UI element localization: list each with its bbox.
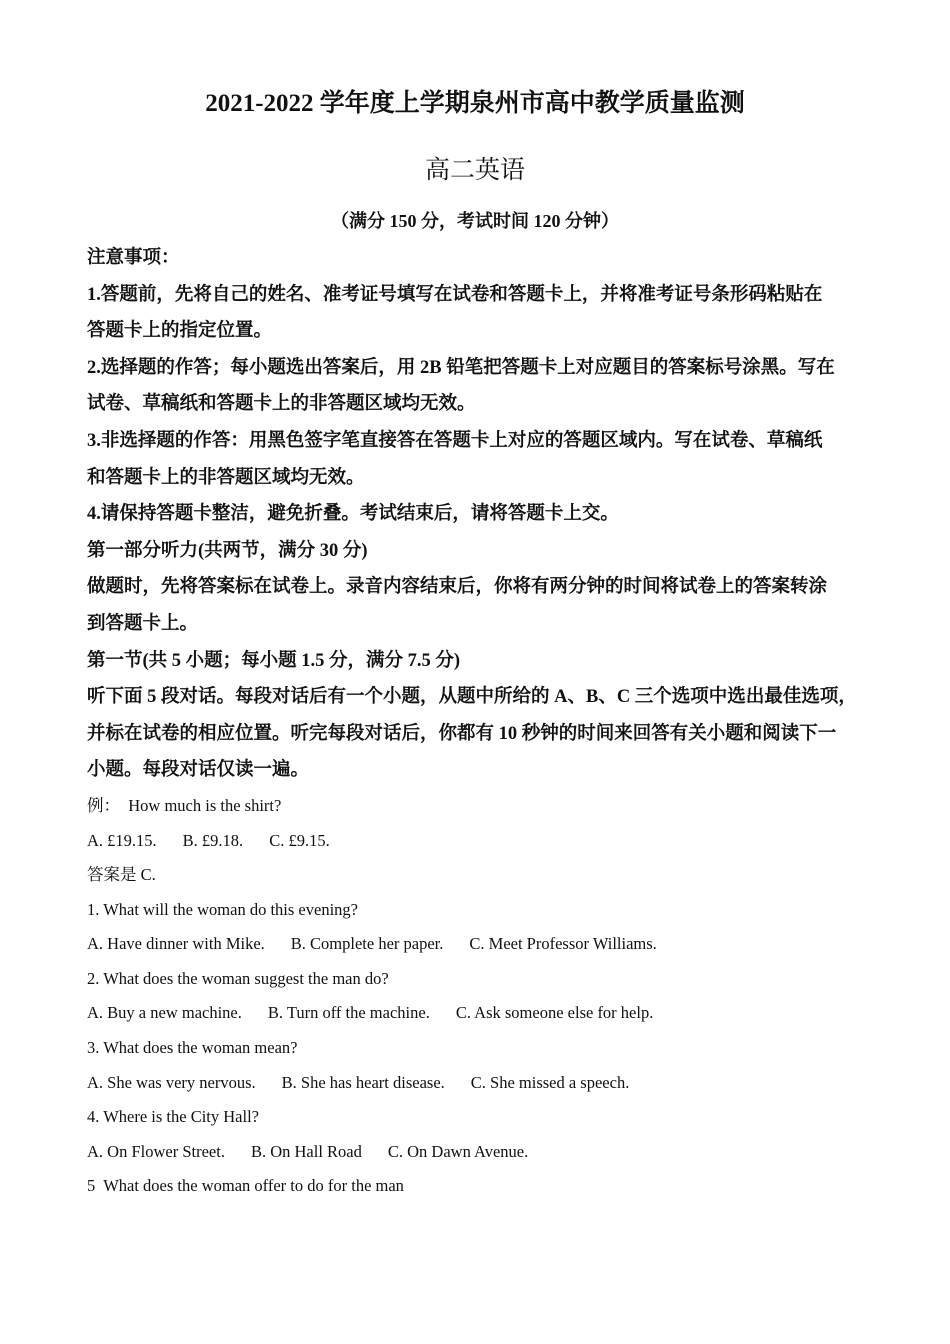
question-4-options (87, 1135, 877, 1170)
section1-instruction-line-2: 并标在试卷的相应位置。听完每段对话后，你都有 10 秒钟的时间来回答有关小题和阅读下一 (87, 723, 837, 744)
example-options (87, 824, 877, 859)
question-4-option-c: C. On Dawn Avenue. (387, 1141, 529, 1161)
exam-title: 2021-2022 学年度上学期泉州市高中教学质量监测 (205, 90, 745, 117)
part1-instruction-line-1: 做题时，先将答案标在试卷上。录音内容结束后，你将有两分钟的时间将试卷上的答案转涂 (87, 577, 828, 598)
notes-heading: 注意事项： (87, 248, 180, 268)
score-note: （满分 150 分，考试时间 120 分钟） (331, 211, 619, 231)
example-question: 例： How much is the shirt? (87, 795, 282, 815)
section1-heading: 第一节(共 5 小题；每小题 1.5 分，满分 7.5 分) (87, 650, 461, 671)
question-3-option-a: A. She was very nervous. (87, 1072, 256, 1092)
question-4: 4. Where is the City Hall? (87, 1107, 259, 1127)
question-3-options (87, 1066, 877, 1101)
exam-body (87, 240, 877, 1204)
note-item-3-line-1: 3.非选择题的作答：用黑色签字笔直接答在答题卡上对应的答题区域内。写在试卷、草稿纸 (87, 430, 823, 451)
note-item-2-line-2: 试卷、草稿纸和答题卡上的非答题区域均无效。 (87, 394, 476, 415)
example-option-c: C. £9.15. (269, 830, 330, 850)
part1-heading: 第一部分听力(共两节，满分 30 分) (87, 540, 368, 561)
example-answer: 答案是 C. (87, 865, 156, 885)
question-5: 5 What does the woman offer to do for the man (87, 1176, 404, 1196)
question-2-option-a: A. Buy a new machine. (87, 1003, 242, 1023)
question-1: 1. What will the woman do this evening? (87, 899, 358, 919)
question-2: 2. What does the woman suggest the man do? (87, 968, 389, 988)
note-item-4: 4.请保持答题卡整洁，避免折叠。考试结束后，请将答题卡上交。 (87, 504, 619, 525)
question-1-option-b: B. Complete her paper. (290, 934, 444, 954)
question-2-option-b: B. Turn off the machine. (267, 1003, 430, 1023)
question-3-option-b: B. She has heart disease. (281, 1072, 445, 1092)
note-item-1-line-2: 答题卡上的指定位置。 (87, 321, 273, 342)
question-1-option-a: A. Have dinner with Mike. (87, 934, 265, 954)
section1-instruction-line-3: 小题。每段对话仅读一遍。 (87, 760, 310, 781)
note-item-2-line-1: 2.选择题的作答；每小题选出答案后，用 2B 铅笔把答题卡上对应题目的答案标号涂黑。写在 (87, 357, 835, 378)
question-1-options (87, 927, 877, 962)
question-1-option-c: C. Meet Professor Williams. (469, 934, 657, 954)
note-item-3-line-2: 和答题卡上的非答题区域均无效。 (87, 467, 365, 488)
note-item-1-line-1: 1.答题前，先将自己的姓名、准考证号填写在试卷和答题卡上，并将准考证号条形码粘贴在 (87, 284, 823, 305)
example-option-a: A. £19.15. (87, 830, 157, 850)
question-3: 3. What does the woman mean? (87, 1038, 298, 1058)
exam-subject: 高二英语 (424, 157, 525, 184)
example-option-b: B. £9.18. (182, 830, 244, 850)
question-2-options (87, 996, 877, 1031)
question-4-option-b: B. On Hall Road (250, 1141, 362, 1161)
question-4-option-a: A. On Flower Street. (87, 1141, 225, 1161)
question-3-option-c: C. She missed a speech. (470, 1072, 630, 1092)
part1-instruction-line-2: 到答题卡上。 (87, 613, 199, 634)
question-2-option-c: C. Ask someone else for help. (455, 1003, 654, 1023)
section1-instruction-line-1: 听下面 5 段对话。每段对话后有一个小题，从题中所给的 A、B、C 三个选项中选出最佳选项， (87, 687, 857, 708)
